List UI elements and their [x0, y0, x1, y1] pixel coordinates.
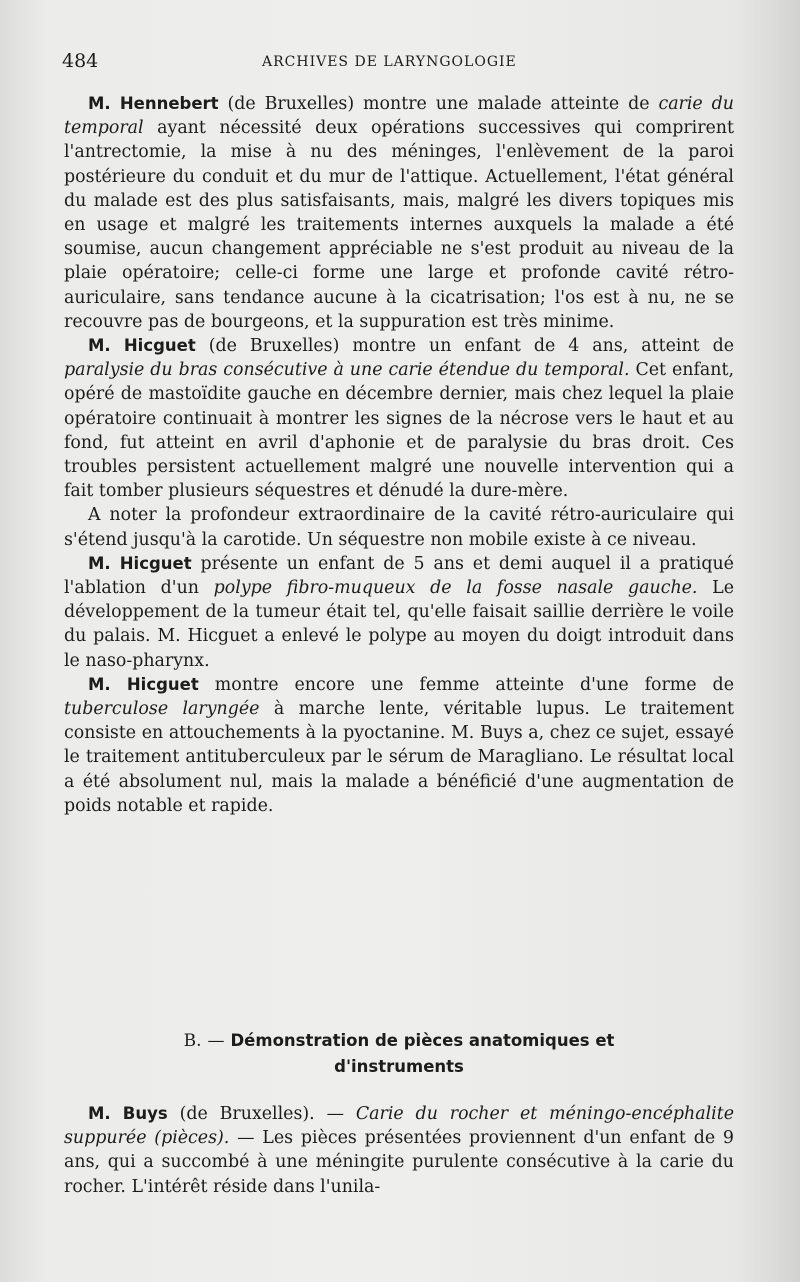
- paragraph-text: Cet enfant, opéré de mastoïdite gauche en décembre dernier, mais chez lequel la plaie opératoire continuait à montrer les signes de la nécrose vers le haut et au fond, fut atteint en avril d'aphonie et de paralysie du bras droit. Ces troubles persistent actuellement malgré une nouvelle intervention qui a fait tomber plusieurs séquestres et dénudé la dure-mère.: [64, 360, 734, 502]
- section-title-line-1: Démonstration de pièces anatomiques et: [230, 1031, 615, 1050]
- paragraph-text: montre encore une femme atteinte d'une forme de: [198, 674, 734, 695]
- paragraph-text: ayant nécessité deux opérations successives qui comprirent l'antrectomie, la mise à nu des méninges, l'enlèvement de la paroi postérieure du conduit et du mur de l'attique. Actuellement, l'état général du malade est des plus satisfaisants, mais, malgré les divers topiques mis en usage et malgré les traitements internes auxquels la malade a été soumise, aucun changement appréciable ne s'est produit au niveau de la plaie opératoire; celle-ci forme une large et profonde cavité rétro-auriculaire, sans tendance aucune à la cicatrisation; l'os est à nu, ne se recouvre pas de bourgeons, et la suppuration est très minime.: [64, 118, 734, 332]
- section-heading-line-1: [64, 1028, 734, 1054]
- paragraph-hicguet-3: [64, 673, 734, 818]
- page-number: 484: [62, 50, 99, 72]
- section-letter: B.: [183, 1031, 202, 1051]
- page-header: [62, 50, 734, 76]
- section-title-line-2: d'instruments: [334, 1057, 464, 1076]
- paragraph-italic: paralysie du bras consécutive à une carie étendue du temporal.: [64, 360, 630, 381]
- paragraph-text: (de Bruxelles) montre un enfant de 4 ans, atteint de: [195, 336, 734, 357]
- paragraph-text: Le développement de la tumeur était tel, qu'elle faisait saillie derrière le voile du palais. M. Hicguet a enlevé le polype au moyen du doigt introduit dans le naso-pharynx.: [64, 578, 734, 671]
- paragraph-text: (de Bruxelles). —: [167, 1104, 356, 1124]
- section-heading: [64, 1028, 734, 1080]
- paragraph-text: (de Bruxelles) montre une malade atteinte de: [218, 94, 659, 114]
- running-title: ARCHIVES DE LARYNGOLOGIE: [262, 54, 517, 70]
- author-name: M. Hicguet: [88, 336, 196, 356]
- paragraph-hennebert: [64, 92, 734, 334]
- paragraph-italic: tuberculose laryngée: [64, 699, 260, 720]
- paragraph-text: à marche lente, véritable lupus. Le traitement consiste en attouchements à la pyoctanine. M. Buys a, chez ce sujet, essayé le traitement antituberculeux par le sérum de Maragliano. Le résultat local a été absolument nul, mais la malade a bénéficié d'une augmentation de poids notable et rapide.: [64, 699, 734, 816]
- author-name: M. Hennebert: [88, 94, 219, 113]
- paragraph-note: [64, 503, 734, 551]
- paragraph-hicguet-2: [64, 552, 734, 673]
- section-dash: —: [207, 1031, 225, 1051]
- paragraph-text: A noter la profondeur extraordinaire de la cavité rétro-auriculaire qui s'étend jusqu'à la carotide. Un séquestre non mobile existe à ce niveau.: [64, 505, 734, 550]
- body-text-continued: [64, 1102, 734, 1199]
- paragraph-italic: carie du temporal: [64, 94, 734, 139]
- author-name: M. Buys: [88, 1104, 168, 1123]
- author-name: M. Hicguet: [88, 553, 192, 573]
- author-name: M. Hicguet: [88, 674, 199, 694]
- paragraph-text: présente un enfant de 5 ans et demi auquel il a pratiqué l'ablation d'un: [64, 553, 734, 599]
- body-text: [64, 92, 734, 818]
- paragraph-hicguet-1: [64, 334, 734, 503]
- section-heading-line-2: [64, 1054, 734, 1080]
- paragraph-italic: Carie du rocher et méningo-encéphalite suppurée (pièces).: [64, 1104, 734, 1149]
- paragraph-buys: [64, 1102, 734, 1199]
- paragraph-text: — Les pièces présentées proviennent d'un enfant de 9 ans, qui a succombé à une méningite purulente consécutive à la carie du rocher. L'intérêt réside dans l'unila-: [64, 1128, 734, 1197]
- paragraph-italic: polype fibro-muqueux de la fosse nasale gauche.: [213, 578, 698, 599]
